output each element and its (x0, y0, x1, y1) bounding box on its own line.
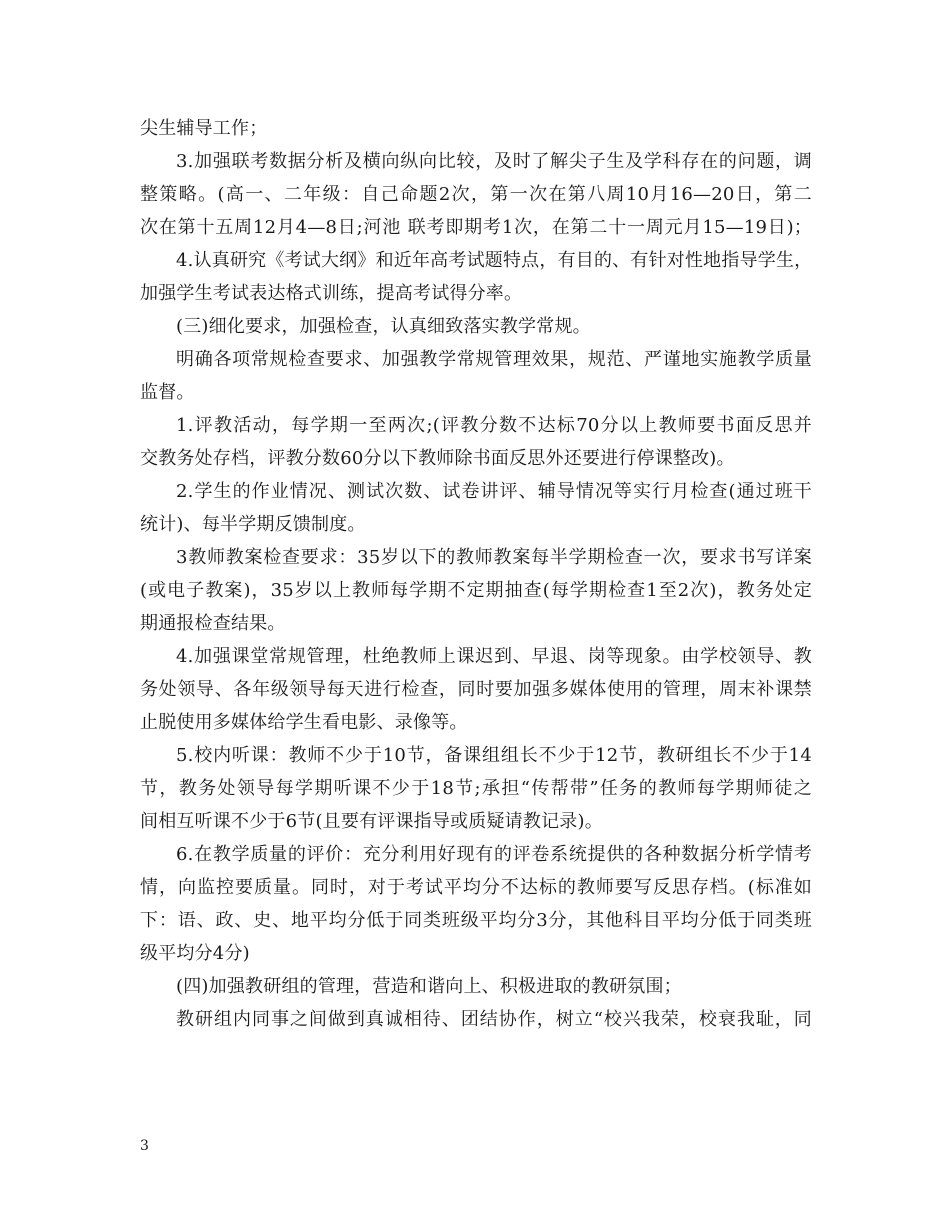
text-line: 务处领导、各年级领导每天进行检查，同时要加强多媒体使用的管理，周末补课禁 (140, 679, 812, 700)
text-line: 3教师教案检查要求：35岁以下的教师教案每半学期检查一次，要求书写详案 (176, 547, 812, 568)
text-line: 止脱使用多媒体给学生看电影、录像等。 (140, 712, 468, 733)
text-line: 教研组内同事之间做到真诚相待、团结协作，树立“校兴我荣，校衰我耻，同 (176, 1009, 812, 1030)
text-line: 6.在教学质量的评价：充分利用好现有的评卷系统提供的各种数据分析学情考 (176, 844, 812, 865)
text-line: 2.学生的作业情况、测试次数、试卷讲评、辅导情况等实行月检查(通过班干 (176, 481, 812, 502)
text-line: 明确各项常规检查要求、加强教学常规管理效果，规范、严谨地实施教学质量 (176, 349, 812, 370)
text-line: 节，教务处领导每学期听课不少于18节;承担“传帮带”任务的教师每学期师徒之 (140, 778, 812, 799)
text-line: 级平均分4分) (140, 943, 250, 964)
text-line: 监督。 (140, 382, 195, 403)
text-line: 加强学生考试表达格式训练，提高考试得分率。 (140, 283, 523, 304)
text-line: 尖生辅导工作； (140, 118, 268, 139)
text-line: 下：语、政、史、地平均分低于同类班级平均分3分，其他科目平均分低于同类班 (140, 910, 812, 931)
text-line: 期通报检查结果。 (140, 613, 286, 634)
text-line: (三)细化要求，加强检查，认真细致落实教学常规。 (176, 316, 591, 337)
text-line: 5.校内听课：教师不少于10节，备课组组长不少于12节，教研组长不少于14 (176, 745, 812, 766)
text-line: 交教务处存档，评教分数60分以下教师除书面反思外还要进行停课整改)。 (140, 448, 735, 469)
text-line: 间相互听课不少于6节(且要有评课指导或质疑请教记录)。 (140, 811, 603, 832)
text-line: 整策略。(高一、二年级：自己命题2次，第一次在第八周10月16—20日，第二 (140, 184, 812, 205)
text-line: 3.加强联考数据分析及横向纵向比较，及时了解尖子生及学科存在的问题，调 (176, 151, 812, 172)
text-line: 统计)、每半学期反馈制度。 (140, 514, 366, 535)
document-body (140, 112, 812, 1036)
page-number: 3 (140, 1138, 149, 1154)
text-line: 4.加强课堂常规管理，杜绝教师上课迟到、早退、岗等现象。由学校领导、教 (176, 646, 812, 667)
text-line: 次在第十五周12月4—8日;河池 联考即期考1次，在第二十一周元月15—19日)； (140, 217, 812, 238)
text-line: 情，向监控要质量。同时，对于考试平均分不达标的教师要写反思存档。(标准如 (140, 877, 812, 898)
text-line: (或电子教案)，35岁以上教师每学期不定期抽查(每学期检查1至2次)，教务处定 (140, 580, 812, 601)
text-line: 1.评教活动，每学期一至两次;(评教分数不达标70分以上教师要书面反思并 (176, 415, 812, 436)
text-line: (四)加强教研组的管理，营造和谐向上、积极进取的教研氛围； (176, 976, 682, 997)
text-line: 4.认真研究《考试大纲》和近年高考试题特点，有目的、有针对性地指导学生， (176, 250, 813, 271)
